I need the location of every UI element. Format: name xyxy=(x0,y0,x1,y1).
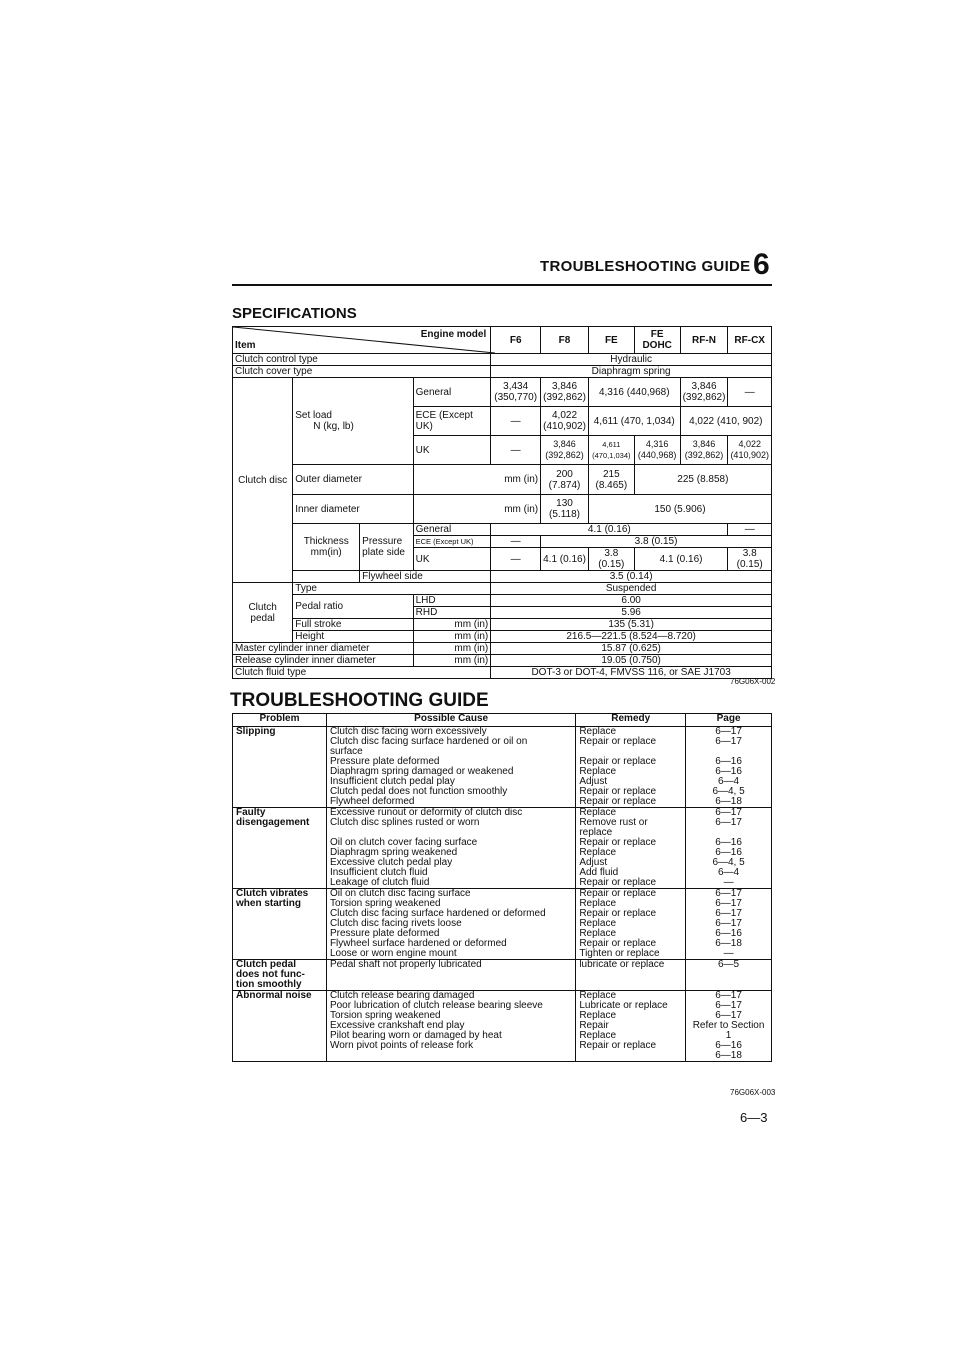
problem-cell: Slipping xyxy=(233,727,327,808)
clutch-cover-label: Clutch cover type xyxy=(233,366,491,378)
tg-header-row xyxy=(233,714,772,727)
set-load-ece-f8: 4,022 (410,902) xyxy=(541,407,589,436)
spec-row xyxy=(233,366,772,378)
pedal-type-value: Suspended xyxy=(491,583,772,595)
inner-diameter-rest: 150 (5.906) xyxy=(588,495,771,524)
set-load-general-f8: 3,846 (392,862) xyxy=(541,378,589,407)
troubleshooting-body xyxy=(233,727,772,1062)
col-cause: Possible Cause xyxy=(326,714,575,727)
problem-cell: Abnormal noise xyxy=(233,991,327,1062)
specifications-title: SPECIFICATIONS xyxy=(232,305,357,322)
clutch-fluid-value: DOT-3 or DOT-4, FMVSS 116, or SAE J1703 xyxy=(491,667,772,679)
spec-row xyxy=(233,571,772,583)
page-cell: 6—5 xyxy=(686,960,772,991)
set-load-general-fe: 4,316 (440,968) xyxy=(588,378,680,407)
clutch-control-value: Hydraulic xyxy=(491,354,772,366)
table-row xyxy=(233,991,772,1062)
master-cylinder-unit: mm (in) xyxy=(413,643,491,655)
spec-row xyxy=(233,524,772,536)
page-cell: 6—17 6—17 6—16 6—16 6—4 6—4, 5 6—18 xyxy=(686,727,772,808)
clutch-control-label: Clutch control type xyxy=(233,354,491,366)
set-load-uk-f8: 3,846 (392,862) xyxy=(541,436,589,465)
spec-row xyxy=(233,378,772,407)
specifications-table xyxy=(232,326,772,679)
col-remedy: Remedy xyxy=(576,714,686,727)
set-load-uk-label: UK xyxy=(413,436,491,465)
header-rule xyxy=(232,284,772,286)
spec-row xyxy=(233,643,772,655)
troubleshooting-title: TROUBLESHOOTING GUIDE xyxy=(230,690,489,711)
set-load-ece-rf: 4,022 (410, 902) xyxy=(680,407,771,436)
set-load-uk-f6: — xyxy=(491,436,541,465)
set-load-label xyxy=(293,378,413,465)
table-row xyxy=(233,889,772,960)
outer-diameter-label: Outer diameter xyxy=(293,465,413,495)
set-load-uk-rfn: 3,846 (392,862) xyxy=(680,436,728,465)
outer-diameter-f6: 200 (7.874) xyxy=(541,465,589,495)
cause-cell: Clutch release bearing damaged Poor lubrication of clutch release bearing sleeve Torsion spring weakened Excessive crankshaft end play Pilot bearing worn or damaged by heat Worn pivot points of release fork xyxy=(326,991,575,1062)
troubleshooting-table xyxy=(232,713,772,1062)
set-load-ece-label: ECE (Except UK) xyxy=(413,407,491,436)
problem-cell: Clutch pedal does not func- tion smoothly xyxy=(233,960,327,991)
thickness-uk-label: UK xyxy=(413,548,491,571)
pressure-plate-side-label: Pressure plate side xyxy=(360,524,413,571)
thickness-ece-f6: — xyxy=(491,536,541,548)
rhd-label: RHD xyxy=(413,607,491,619)
thickness-text: Thickness xyxy=(303,536,349,547)
cause-cell: Pedal shaft not properly lubricated xyxy=(326,960,575,991)
remedy-cell: Repair or replace Replace Repair or replace Replace Replace Repair or replace Tighten or replace xyxy=(576,889,686,960)
clutch-cover-value: Diaphragm spring xyxy=(491,366,772,378)
thickness-ece-label: ECE (Except UK) xyxy=(413,536,491,548)
cause-cell: Oil on clutch disc facing surface Torsion spring weakened Clutch disc facing surface hardened or deformed Clutch disc facing rivets loose Pressure plate deformed Flywheel surface hardened or deformed Loose or worn engine mount xyxy=(326,889,575,960)
spec-row xyxy=(233,495,772,524)
full-stroke-value: 135 (5.31) xyxy=(491,619,772,631)
set-load-unit: N (kg, lb) xyxy=(313,421,354,432)
outer-diameter-unit: mm (in) xyxy=(413,465,540,495)
spec-row xyxy=(233,465,772,495)
model-rf-n: RF-N xyxy=(680,327,728,354)
item-label: Item xyxy=(235,340,256,351)
model-f6: F6 xyxy=(491,327,541,354)
release-cylinder-value: 19.05 (0.750) xyxy=(491,655,772,667)
model-f8: F8 xyxy=(541,327,589,354)
page-cell: 6—17 6—17 6—16 6—16 6—4, 5 6—4 — xyxy=(686,808,772,889)
remedy-cell: Replace Repair or replace Repair or replace Replace Adjust Repair or replace Repair or replace xyxy=(576,727,686,808)
spec-figure-code: 76G06X-002 xyxy=(730,677,776,686)
pedal-ratio-label: Pedal ratio xyxy=(293,595,413,619)
table-row xyxy=(233,808,772,889)
remedy-cell: lubricate or replace xyxy=(576,960,686,991)
full-stroke-unit: mm (in) xyxy=(413,619,491,631)
thickness-unit: mm(in) xyxy=(310,547,342,558)
inner-diameter-f6: 130 (5.118) xyxy=(541,495,589,524)
problem-cell: Faulty disengagement xyxy=(233,808,327,889)
corner-header xyxy=(233,327,491,354)
page-number: 6—3 xyxy=(740,1110,768,1125)
lhd-value: 6.00 xyxy=(491,595,772,607)
set-load-ece-fe: 4,611 (470, 1,034) xyxy=(588,407,680,436)
inner-diameter-unit: mm (in) xyxy=(413,495,540,524)
clutch-pedal-label: Clutch pedal xyxy=(233,583,293,643)
set-load-uk-fe: 4,611 (470,1,034) xyxy=(588,436,634,465)
height-value: 216.5—221.5 (8.524—8.720) xyxy=(491,631,772,643)
spec-row xyxy=(233,354,772,366)
thickness-general-rfcx: — xyxy=(728,524,772,536)
col-page: Page xyxy=(686,714,772,727)
thickness-general-value: 4.1 (0.16) xyxy=(491,524,728,536)
section-number: 6 xyxy=(753,248,770,281)
remedy-cell: Replace Lubricate or replace Replace Repair Replace Repair or replace xyxy=(576,991,686,1062)
release-cylinder-label: Release cylinder inner diameter xyxy=(233,655,414,667)
outer-diameter-rest: 225 (8.858) xyxy=(634,465,771,495)
cause-cell: Clutch disc facing worn excessively Clutch disc facing surface hardened or oil on surface Pressure plate deformed Diaphragm spring damaged or weakened Insufficient clutch pedal play Clutch pedal does not function smoothly Flywheel deformed xyxy=(326,727,575,808)
cause-cell: Excessive runout or deformity of clutch disc Clutch disc splines rusted or worn Oil on clutch cover facing surface Diaphragm spring weakened Excessive clutch pedal play Insufficient clutch fluid Leakage of clutch fluid xyxy=(326,808,575,889)
height-unit: mm (in) xyxy=(413,631,491,643)
thickness-uk-f6: — xyxy=(491,548,541,571)
rhd-value: 5.96 xyxy=(491,607,772,619)
page-cell: 6—17 6—17 6—17 Refer to Section 1 6—16 6—18 xyxy=(686,991,772,1062)
model-fe: FE xyxy=(588,327,634,354)
height-label: Height xyxy=(293,631,413,643)
set-load-general-f6: 3,434 (350,770) xyxy=(491,378,541,407)
set-load-general-rfcx: — xyxy=(728,378,772,407)
table-row xyxy=(233,727,772,808)
full-stroke-label: Full stroke xyxy=(293,619,413,631)
problem-cell: Clutch vibrates when starting xyxy=(233,889,327,960)
col-problem: Problem xyxy=(233,714,327,727)
set-load-ece-f6: — xyxy=(491,407,541,436)
spec-row xyxy=(233,667,772,679)
set-load-general-label: General xyxy=(413,378,491,407)
master-cylinder-value: 15.87 (0.625) xyxy=(491,643,772,655)
spec-row xyxy=(233,619,772,631)
spec-row xyxy=(233,595,772,607)
flywheel-side-value: 3.5 (0.14) xyxy=(491,571,772,583)
thickness-uk-rfcx: 3.8 (0.15) xyxy=(728,548,772,571)
model-rf-cx: RF-CX xyxy=(728,327,772,354)
release-cylinder-unit: mm (in) xyxy=(413,655,491,667)
thickness-uk-f8: 4.1 (0.16) xyxy=(541,548,589,571)
lhd-label: LHD xyxy=(413,595,491,607)
set-load-uk-fedohc: 4,316 (440,968) xyxy=(634,436,680,465)
spec-row xyxy=(233,655,772,667)
outer-diameter-f8: 215 (8.465) xyxy=(588,465,634,495)
set-load-uk-rfcx: 4,022 (410,902) xyxy=(728,436,772,465)
set-load-general-rfn: 3,846 (392,862) xyxy=(680,378,728,407)
flywheel-side-label: Flywheel side xyxy=(360,571,491,583)
model-fe-dohc: FE DOHC xyxy=(634,327,680,354)
pedal-type-label: Type xyxy=(293,583,491,595)
thickness-label xyxy=(293,524,360,571)
engine-model-label: Engine model xyxy=(420,329,487,340)
thickness-ece-value: 3.8 (0.15) xyxy=(541,536,772,548)
spec-row xyxy=(233,583,772,595)
spec-header-row xyxy=(233,327,772,354)
set-load-text: Set load xyxy=(295,410,332,421)
clutch-fluid-label: Clutch fluid type xyxy=(233,667,491,679)
header-title: TROUBLESHOOTING GUIDE xyxy=(540,258,751,275)
table-row xyxy=(233,960,772,991)
thickness-uk-fedohc-rfn: 4.1 (0.16) xyxy=(634,548,728,571)
thickness-general-label: General xyxy=(413,524,491,536)
blank-cell xyxy=(293,571,360,583)
tg-figure-code: 76G06X-003 xyxy=(730,1088,776,1097)
inner-diameter-label: Inner diameter xyxy=(293,495,413,524)
thickness-uk-fe: 3.8 (0.15) xyxy=(588,548,634,571)
remedy-cell: Replace Remove rust or replace Repair or replace Replace Adjust Add fluid Repair or replace xyxy=(576,808,686,889)
clutch-disc-label: Clutch disc xyxy=(233,378,293,583)
page-cell: 6—17 6—17 6—17 6—17 6—16 6—18 — xyxy=(686,889,772,960)
spec-row xyxy=(233,631,772,643)
master-cylinder-label: Master cylinder inner diameter xyxy=(233,643,414,655)
